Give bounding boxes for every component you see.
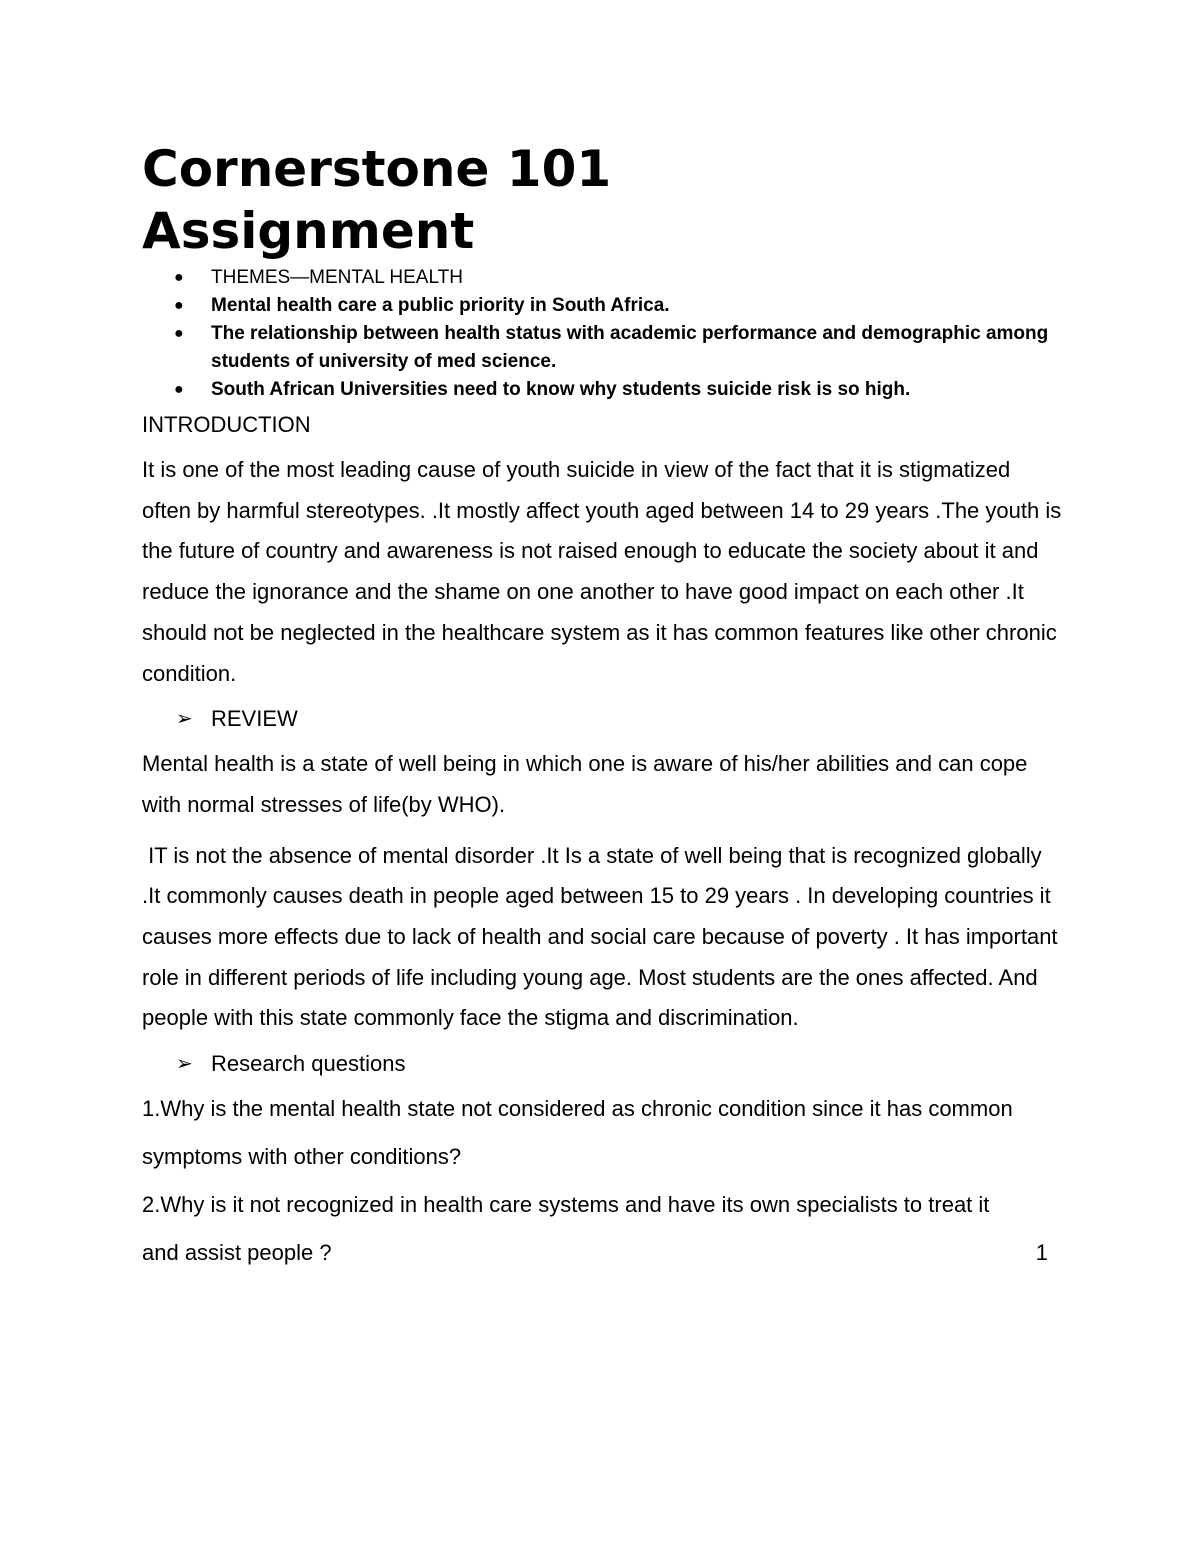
introduction-heading: INTRODUCTION [142, 412, 311, 437]
title-line-1: Cornerstone 101 [142, 140, 612, 198]
page-number: 1 [1035, 1240, 1048, 1266]
bullet-icon: ● [174, 381, 184, 398]
theme-text: South African Universities need to know why students suicide risk is so high. [211, 379, 911, 400]
theme-text: THEMES—MENTAL HEALTH [211, 267, 463, 288]
research-question-2-line-2-text: and assist people ? [142, 1240, 332, 1266]
arrow-bullet-icon: ➢ [176, 708, 193, 731]
title-line-2: Assignment [142, 202, 475, 260]
theme-item [142, 376, 1062, 404]
page-content [142, 138, 1062, 1273]
research-heading-text: Research questions [211, 1051, 406, 1077]
bullet-icon: ● [174, 297, 184, 314]
research-question-2-line-2 [142, 1233, 1062, 1273]
theme-text: Mental health care a public priority in South Africa. [211, 295, 670, 316]
introduction-paragraph: It is one of the most leading cause of youth suicide in view of the fact that it is stigmatized often by harmful stereotypes. .It mostly affect youth aged between 14 to 29 years .The youth is the future of country and awareness is not raised enough to educate the society about it and reduce the ignorance and the shame on one another to have good impact on each other .It should not be neglected in the healthcare system as it has common features like other chronic condition. [142, 457, 1062, 686]
theme-item [142, 320, 1062, 376]
research-question-2-line-1: 2.Why is it not recognized in health care systems and have its own specialists to treat it [142, 1192, 990, 1218]
review-paragraph-2: IT is not the absence of mental disorder .It Is a state of well being that is recognized globally .It commonly causes death in people aged between 15 to 29 years . In developing countries it causes more effects due to lack of health and social care because of poverty . It has important role in different periods of life including young age. Most students are the ones affected. And people with this state commonly face the stigma and discrimination. [142, 842, 1058, 1031]
themes-list [142, 264, 1062, 404]
review-paragraph-1: Mental health is a state of well being in which one is aware of his/her abilities and can cope with normal stresses of life(by WHO). [142, 751, 1028, 817]
theme-text: The relationship between health status with academic performance and demographic among students of university of med science. [211, 323, 1049, 372]
research-questions-heading [142, 1049, 1062, 1079]
bullet-icon: ● [174, 269, 184, 286]
theme-item [142, 264, 1062, 292]
research-question-1-line-1: 1.Why is the mental health state not considered as chronic condition since it has common [142, 1096, 1013, 1122]
review-heading-text: REVIEW [211, 706, 298, 732]
review-heading [142, 704, 1062, 734]
document-title [142, 138, 1062, 262]
bullet-icon: ● [174, 325, 184, 342]
arrow-bullet-icon: ➢ [176, 1053, 193, 1076]
research-question-1-line-2: symptoms with other conditions? [142, 1144, 462, 1170]
theme-item [142, 292, 1062, 320]
